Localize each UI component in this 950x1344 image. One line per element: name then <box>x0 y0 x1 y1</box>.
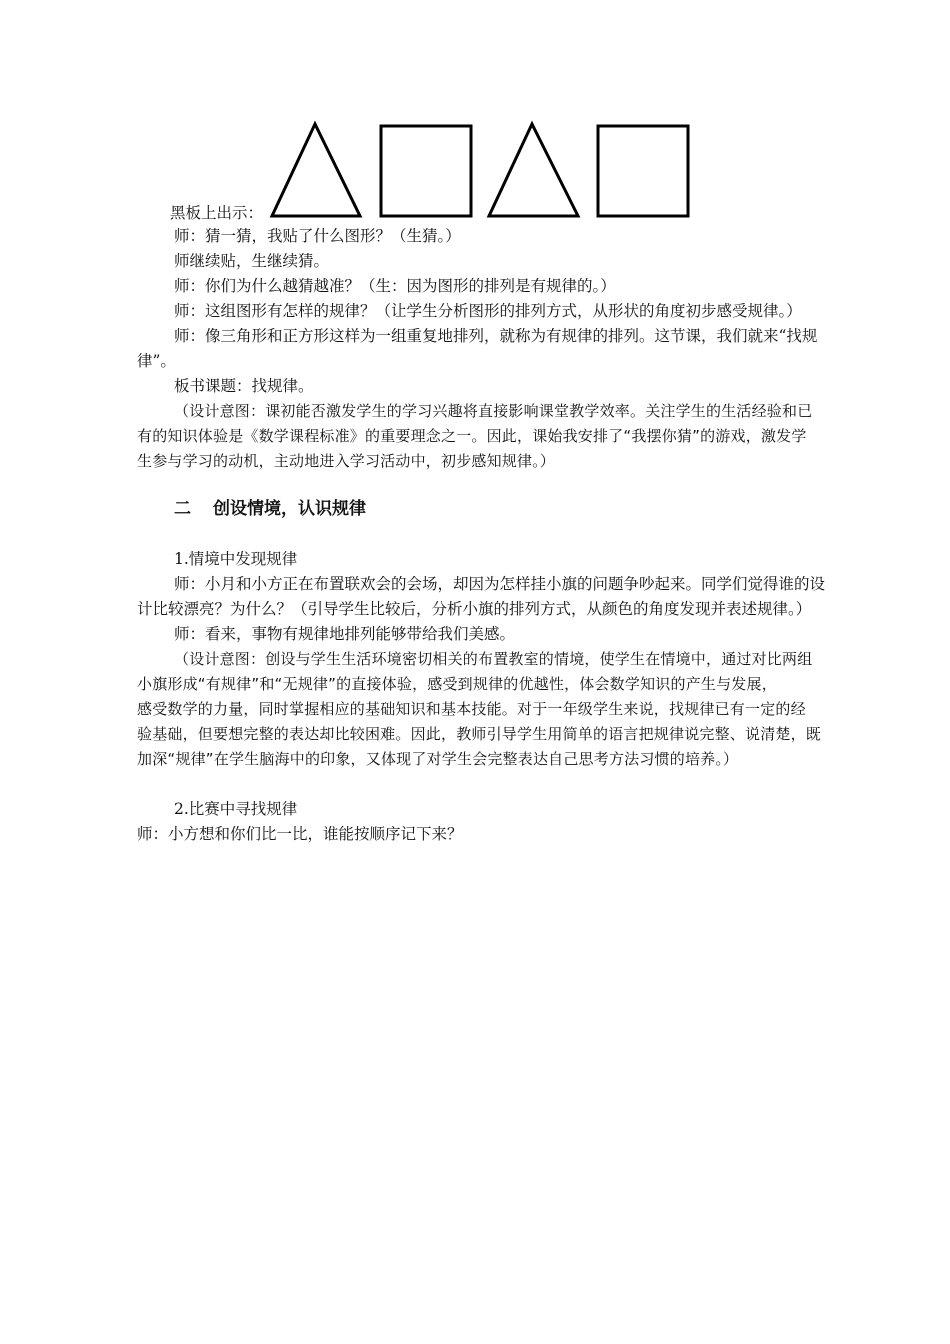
dialogue-line: 师：你们为什么越猜越准？（生：因为图形的排列是有规律的。） <box>174 277 616 295</box>
blackboard-label: 黑板上出示： <box>170 204 264 222</box>
dialogue-line: 师：这组图形有怎样的规律？（让学生分析图形的排列方式，从形状的角度初步感受规律。） <box>174 302 802 320</box>
board-title-line: 板书课题：找规律。 <box>174 377 314 395</box>
section-heading <box>174 497 366 521</box>
subsection-title: 2.比赛中寻找规律 <box>174 800 298 818</box>
dialogue-line: 师：猜一猜，我贴了什么图形？（生猜。） <box>174 227 461 245</box>
design-intent-line: 感受数学的力量，同时掌握相应的基础知识和基本技能。对于一年级学生来说，找规律已有一定的经 <box>137 700 806 718</box>
dialogue-line: 律”。 <box>137 352 176 370</box>
section-title: 创设情境，认识规律 <box>213 499 366 519</box>
design-intent-line: 有的知识体验是《数学课程标准》的重要理念之一。因此，课始我安排了“我摆你猜”的游戏，激发学 <box>137 427 807 445</box>
design-intent-line: （设计意图：课初能否激发学生的学习兴趣将直接影响课堂教学效率。关注学生的生活经验和已 <box>174 402 813 420</box>
dialogue-line: 师：小月和小方正在布置联欢会的会场，却因为怎样挂小旗的问题争吵起来。同学们觉得谁的设 <box>174 575 826 593</box>
dialogue-line: 计比较漂亮？为什么？（引导学生比较后，分析小旗的排列方式，从颜色的角度发现并表述规律。） <box>137 600 812 618</box>
dialogue-line: 师：小方想和你们比一比，谁能按顺序记下来？ <box>137 825 463 843</box>
dialogue-line: 师：看来，事物有规律地排列能够带给我们美感。 <box>174 625 516 643</box>
design-intent-line: 小旗形成“有规律”和“无规律”的直接体验，感受到规律的优越性，体会数学知识的产生与发展， <box>137 675 777 693</box>
square-icon <box>381 126 471 216</box>
triangle-icon <box>272 124 360 216</box>
design-intent-line: 验基础，但要想完整的表达却比较困难。因此，教师引导学生用简单的语言把规律说完整、说清楚，既 <box>137 725 822 743</box>
blackboard-shapes <box>268 118 698 222</box>
subsection-title: 1.情境中发现规律 <box>174 550 298 568</box>
design-intent-line: 加深“规律”在学生脑海中的印象，又体现了对学生会完整表达自己思考方法习惯的培养。） <box>137 750 739 768</box>
design-intent-line: 生参与学习的动机，主动地进入学习活动中，初步感知规律。） <box>137 452 556 470</box>
triangle-icon <box>489 124 578 216</box>
section-number: 二 <box>174 499 191 519</box>
square-icon <box>598 126 688 216</box>
dialogue-line: 师：像三角形和正方形这样为一组重复地排列，就称为有规律的排列。这节课，我们就来“找规 <box>174 327 818 345</box>
design-intent-line: （设计意图：创设与学生生活环境密切相关的布置教室的情境，使学生在情境中，通过对比两组 <box>174 650 813 668</box>
dialogue-line: 师继续贴，生继续猜。 <box>174 252 330 270</box>
